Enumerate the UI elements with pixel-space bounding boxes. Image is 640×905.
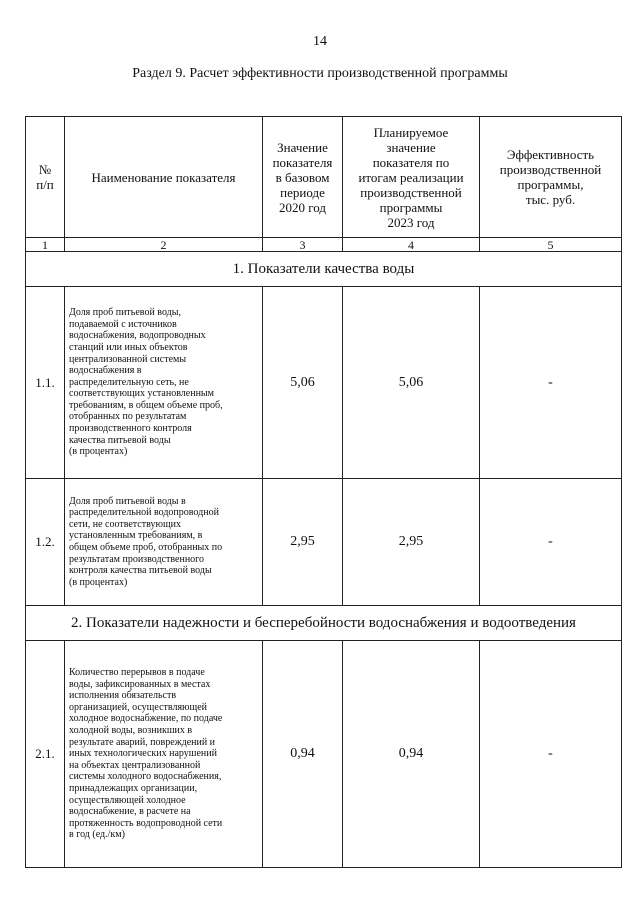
header-planned-value: Планируемое значение показателя по итогам реализации производственной программы 2023 год (343, 117, 480, 238)
indicator-name: Количество перерывов в подаче воды, зафиксированных в местах исполнения обязательств организацией, осуществляющей холодное водоснабжение, по подаче холодной воды, возникших в результате аварий, повреждений и иных технологических нарушений на объектах централизованной системы холодного водоснабжения, принадлежащих организации, осуществляющей холодное водоснабжение, в расчете на протяженность водопроводной сети в год (ед./км) (65, 641, 263, 868)
page-number: 14 (313, 34, 327, 49)
header-number: № п/п (26, 117, 65, 238)
row-number: 1.1. (26, 287, 65, 479)
column-number: 4 (343, 238, 480, 252)
header-indicator-name: Наименование показателя (65, 117, 263, 238)
base-value: 2,95 (263, 479, 343, 606)
column-number: 3 (263, 238, 343, 252)
header-efficiency: Эффективность производственной программы, тыс. руб. (480, 117, 622, 238)
group-title: 1. Показатели качества воды (26, 252, 622, 287)
table-row (26, 641, 622, 868)
header-base-value: Значение показателя в базовом периоде 2020 год (263, 117, 343, 238)
group-title: 2. Показатели надежности и бесперебойности водоснабжения и водоотведения (26, 606, 622, 641)
base-value: 0,94 (263, 641, 343, 868)
indicator-name: Доля проб питьевой воды в распределительной водопроводной сети, не соответствующих установленным требованиям, в общем объеме проб, отобранных по результатам производственного контроля качества питьевой воды (в процентах) (65, 479, 263, 606)
section-title: Раздел 9. Расчет эффективности производственной программы (132, 66, 508, 81)
row-number: 1.2. (26, 479, 65, 606)
table-row (26, 479, 622, 606)
base-value: 5,06 (263, 287, 343, 479)
column-number: 2 (65, 238, 263, 252)
planned-value: 5,06 (343, 287, 480, 479)
group-header-row (26, 252, 622, 287)
efficiency-value: - (480, 287, 622, 479)
column-number: 5 (480, 238, 622, 252)
table-row (26, 287, 622, 479)
planned-value: 2,95 (343, 479, 480, 606)
efficiency-value: - (480, 479, 622, 606)
indicator-name: Доля проб питьевой воды, подаваемой с источников водоснабжения, водопроводных станций или иных объектов централизованной системы водоснабжения в распределительную сеть, не соответствующих установленным требованиям, в общем объеме проб, отобранных по результатам производственного контроля качества питьевой воды (в процентах) (65, 287, 263, 479)
column-number: 1 (26, 238, 65, 252)
table-header-row (26, 117, 622, 238)
efficiency-value: - (480, 641, 622, 868)
row-number: 2.1. (26, 641, 65, 868)
group-header-row (26, 606, 622, 641)
efficiency-table (25, 116, 622, 868)
column-number-row (26, 238, 622, 252)
planned-value: 0,94 (343, 641, 480, 868)
